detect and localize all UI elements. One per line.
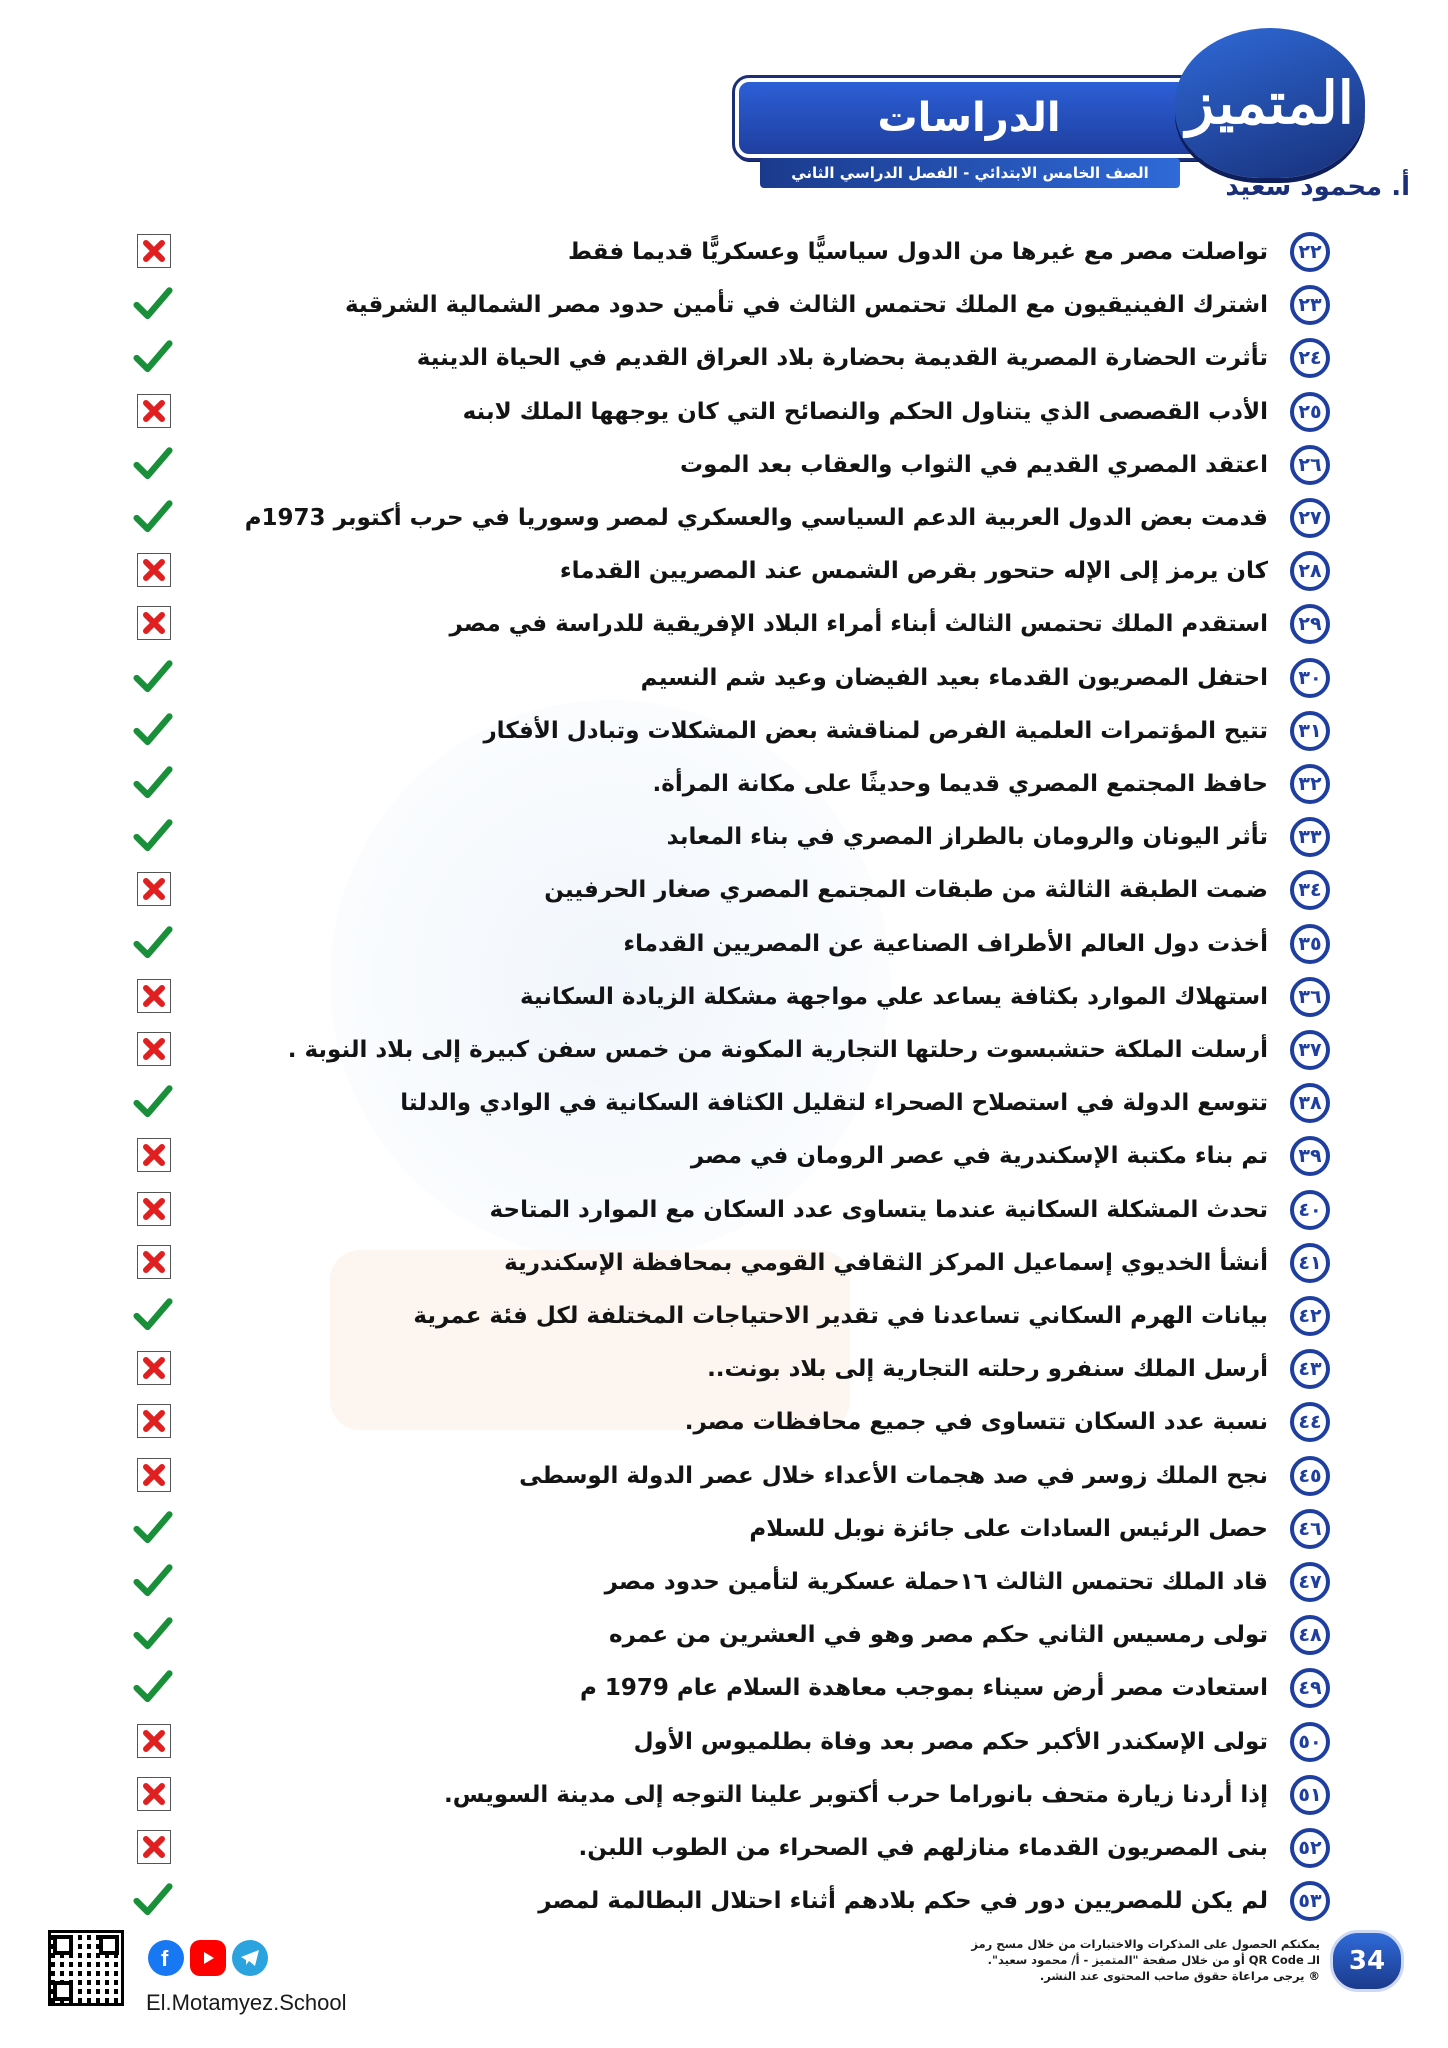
- question-row: [0, 1345, 1448, 1397]
- cross-icon: [137, 1724, 171, 1758]
- teacher-name: أ. محمود سعيد: [1225, 172, 1410, 202]
- check-icon: [133, 1668, 173, 1708]
- cross-icon: [137, 553, 171, 587]
- footer-note: [920, 1936, 1320, 1984]
- question-number: ٢٤: [1290, 338, 1330, 378]
- youtube-icon[interactable]: [190, 1940, 226, 1976]
- question-number: ٣٠: [1290, 658, 1330, 698]
- question-row: [0, 1771, 1448, 1823]
- question-row: [0, 1292, 1448, 1344]
- check-icon: [133, 498, 173, 538]
- question-text: تواصلت مصر مع غيرها من الدول سياسيًّا وعسكريًّا قديما فقط: [567, 239, 1268, 265]
- question-text: تأثرت الحضارة المصرية القديمة بحضارة بلاد العراق القديم في الحياة الدينية: [416, 345, 1268, 372]
- question-row: [0, 1558, 1448, 1610]
- question-text: استقدم الملك تحتمس الثالث أبناء أمراء البلاد الإفريقية للدراسة في مصر: [449, 611, 1268, 638]
- question-text: إذا أردنا زيارة متحف بانوراما حرب أكتوبر علينا التوجه إلى مدينة السويس.: [443, 1781, 1268, 1808]
- question-row: [0, 866, 1448, 918]
- website-label[interactable]: El.Motamyez.School: [146, 1990, 347, 2015]
- question-text: بيانات الهرم السكاني تساعدنا في تقدير الاحتياجات المختلفة لكل فئة عمرية: [413, 1303, 1268, 1329]
- cross-icon: [137, 1192, 171, 1226]
- question-text: بنى المصريون القدماء منازلهم في الصحراء من الطوب اللبن.: [578, 1835, 1268, 1861]
- question-row: [0, 1824, 1448, 1876]
- question-text: تولى الإسكندر الأكبر حكم مصر بعد وفاة بطلميوس الأول: [633, 1728, 1268, 1755]
- question-row: [0, 1132, 1448, 1184]
- question-text: أرسل الملك سنفرو رحلته التجارية إلى بلاد بونت..: [707, 1356, 1268, 1383]
- cross-icon: [137, 1032, 171, 1066]
- check-icon: [133, 711, 173, 751]
- check-icon: [133, 924, 173, 964]
- question-row: [0, 1664, 1448, 1716]
- question-row: [0, 1611, 1448, 1663]
- question-number: ٢٧: [1290, 498, 1330, 538]
- page-footer: [0, 1900, 1448, 2048]
- cross-icon: [137, 1404, 171, 1438]
- question-text: احتفل المصريون القدماء بعيد الفيضان وعيد شم النسيم: [640, 664, 1268, 691]
- check-icon: [133, 658, 173, 698]
- question-number: ٥٣: [1290, 1881, 1330, 1921]
- question-text: تأثر اليونان والرومان بالطراز المصري في بناء المعابد: [666, 824, 1268, 851]
- check-icon: [133, 445, 173, 485]
- question-row: [0, 654, 1448, 706]
- question-text: أنشأ الخديوي إسماعيل المركز الثقافي القومي بمحافظة الإسكندرية: [504, 1249, 1268, 1276]
- question-row: [0, 1452, 1448, 1504]
- question-number: ٤٥: [1290, 1456, 1330, 1496]
- social-links: [148, 1940, 268, 1980]
- question-number: ٣٤: [1290, 870, 1330, 910]
- footer-note-line: الـ QR Code أو من خلال صفحة "المتميز - أ/ محمود سعيد".: [987, 1953, 1320, 1967]
- question-text: تتوسع الدولة في استصلاح الصحراء لتقليل الكثافة السكانية في الوادي والدلتا: [400, 1090, 1268, 1117]
- page-header: [0, 0, 1448, 220]
- question-number: ٢٦: [1290, 445, 1330, 485]
- cross-icon: [137, 1351, 171, 1385]
- question-text: استعادت مصر أرض سيناء بموجب معاهدة السلام عام 1979 م: [580, 1675, 1268, 1702]
- question-number: ٤٠: [1290, 1190, 1330, 1230]
- question-number: ٣٩: [1290, 1136, 1330, 1176]
- qr-code-icon[interactable]: [48, 1930, 124, 2006]
- check-icon: [133, 1296, 173, 1336]
- check-icon: [133, 1562, 173, 1602]
- question-number: ٤٦: [1290, 1509, 1330, 1549]
- cross-icon: [137, 979, 171, 1013]
- check-icon: [133, 1083, 173, 1123]
- question-number: ٣٣: [1290, 817, 1330, 857]
- question-text: تحدث المشكلة السكانية عندما يتساوى عدد السكان مع الموارد المتاحة: [489, 1196, 1268, 1223]
- question-number: ٢٨: [1290, 551, 1330, 591]
- cross-icon: [137, 872, 171, 906]
- telegram-icon[interactable]: [232, 1940, 268, 1976]
- question-row: [0, 1398, 1448, 1450]
- cross-icon: [137, 606, 171, 640]
- question-text: نجح الملك زوسر في صد هجمات الأعداء خلال عصر الدولة الوسطى: [519, 1462, 1268, 1489]
- check-icon: [133, 1509, 173, 1549]
- question-row: [0, 281, 1448, 333]
- brand-logo: المتميز: [1175, 28, 1365, 178]
- question-text: الأدب القصصى الذي يتناول الحكم والنصائح التي كان يوجهها الملك لابنه: [462, 398, 1268, 425]
- question-row: [0, 760, 1448, 812]
- question-number: ٥١: [1290, 1775, 1330, 1815]
- question-number: ٢٥: [1290, 392, 1330, 432]
- question-text: كان يرمز إلى الإله حتحور بقرص الشمس عند المصريين القدماء: [559, 558, 1268, 585]
- question-text: حافظ المجتمع المصري قديما وحديثًا على مكانة المرأة.: [652, 771, 1268, 797]
- question-number: ٢٩: [1290, 604, 1330, 644]
- question-number: ٤٩: [1290, 1668, 1330, 1708]
- cross-icon: [137, 1138, 171, 1172]
- question-number: ٥٢: [1290, 1828, 1330, 1868]
- question-row: [0, 1505, 1448, 1557]
- question-text: ضمت الطبقة الثالثة من طبقات المجتمع المصري صغار الحرفيين: [544, 877, 1268, 904]
- question-row: [0, 547, 1448, 599]
- question-text: تتيح المؤتمرات العلمية الفرص لمناقشة بعض المشكلات وتبادل الأفكار: [483, 717, 1268, 744]
- question-row: [0, 600, 1448, 652]
- svg-text:f: f: [161, 1946, 169, 1970]
- question-number: ٣١: [1290, 711, 1330, 751]
- question-number: ٢٢: [1290, 232, 1330, 272]
- question-number: ٣٨: [1290, 1083, 1330, 1123]
- question-row: [0, 1026, 1448, 1078]
- check-icon: [133, 338, 173, 378]
- question-number: ٤٣: [1290, 1349, 1330, 1389]
- question-number: ٣٢: [1290, 764, 1330, 804]
- cross-icon: [137, 1245, 171, 1279]
- footer-note-line: يمكنكم الحصول على المذكرات والاختبارات من خلال مسح رمز: [971, 1937, 1320, 1951]
- question-text: استهلاك الموارد بكثافة يساعد علي مواجهة مشكلة الزيادة السكانية: [519, 983, 1268, 1010]
- question-row: [0, 228, 1448, 280]
- question-text: تولى رمسيس الثاني حكم مصر وهو في العشرين من عمره: [609, 1622, 1268, 1649]
- footer-note-line: ® يرجى مراعاة حقوق صاحب المحتوى عند النشر.: [1039, 1969, 1320, 1983]
- cross-icon: [137, 1777, 171, 1811]
- question-row: [0, 1079, 1448, 1131]
- question-text: لم يكن للمصريين دور في حكم بلادهم أثناء احتلال البطالمة لمصر: [538, 1888, 1268, 1915]
- question-row: [0, 1239, 1448, 1291]
- question-row: [0, 707, 1448, 759]
- grade-label: الصف الخامس الابتدائي - الفصل الدراسي الثاني: [760, 158, 1180, 188]
- question-row: [0, 334, 1448, 386]
- question-text: أخذت دول العالم الأطراف الصناعية عن المصريين القدماء: [623, 930, 1268, 957]
- question-text: أرسلت الملكة حتشبسوت رحلتها التجارية المكونة من خمس سفن كبيرة إلى بلاد النوبة .: [287, 1037, 1268, 1063]
- question-number: ٥٠: [1290, 1722, 1330, 1762]
- question-row: [0, 441, 1448, 493]
- question-text: نسبة عدد السكان تتساوى في جميع محافظات مصر.: [684, 1409, 1268, 1436]
- question-text: اعتقد المصري القديم في الثواب والعقاب بعد الموت: [679, 451, 1268, 478]
- question-row: [0, 1718, 1448, 1770]
- question-number: ٤٢: [1290, 1296, 1330, 1336]
- question-number: ٤٨: [1290, 1615, 1330, 1655]
- facebook-icon[interactable]: [148, 1940, 184, 1976]
- question-text: قدمت بعض الدول العربية الدعم السياسي والعسكري لمصر وسوريا في حرب أكتوبر 1973م: [244, 505, 1268, 531]
- question-text: اشترك الفينيقيون مع الملك تحتمس الثالث في تأمين حدود مصر الشمالية الشرقية: [344, 292, 1268, 319]
- question-number: ٣٧: [1290, 1030, 1330, 1070]
- cross-icon: [137, 1830, 171, 1864]
- question-number: ٣٦: [1290, 977, 1330, 1017]
- question-row: [0, 813, 1448, 865]
- question-text: حصل الرئيس السادات على جائزة نوبل للسلام: [749, 1515, 1268, 1542]
- question-number: ٢٣: [1290, 285, 1330, 325]
- question-number: ٤١: [1290, 1243, 1330, 1283]
- question-number: ٤٧: [1290, 1562, 1330, 1602]
- cross-icon: [137, 394, 171, 428]
- check-icon: [133, 817, 173, 857]
- question-row: [0, 1186, 1448, 1238]
- check-icon: [133, 764, 173, 804]
- question-number: ٣٥: [1290, 924, 1330, 964]
- page-number: 34: [1330, 1930, 1404, 1992]
- cross-icon: [137, 1458, 171, 1492]
- check-icon: [133, 285, 173, 325]
- question-text: قاد الملك تحتمس الثالث ١٦حملة عسكرية لتأمين حدود مصر: [604, 1569, 1268, 1595]
- question-text: تم بناء مكتبة الإسكندرية في عصر الرومان في مصر: [690, 1143, 1268, 1170]
- question-row: [0, 920, 1448, 972]
- cross-icon: [137, 234, 171, 268]
- subject-title: الدراسات: [735, 78, 1203, 158]
- question-row: [0, 388, 1448, 440]
- question-row: [0, 973, 1448, 1025]
- check-icon: [133, 1615, 173, 1655]
- question-row: [0, 494, 1448, 546]
- question-number: ٤٤: [1290, 1402, 1330, 1442]
